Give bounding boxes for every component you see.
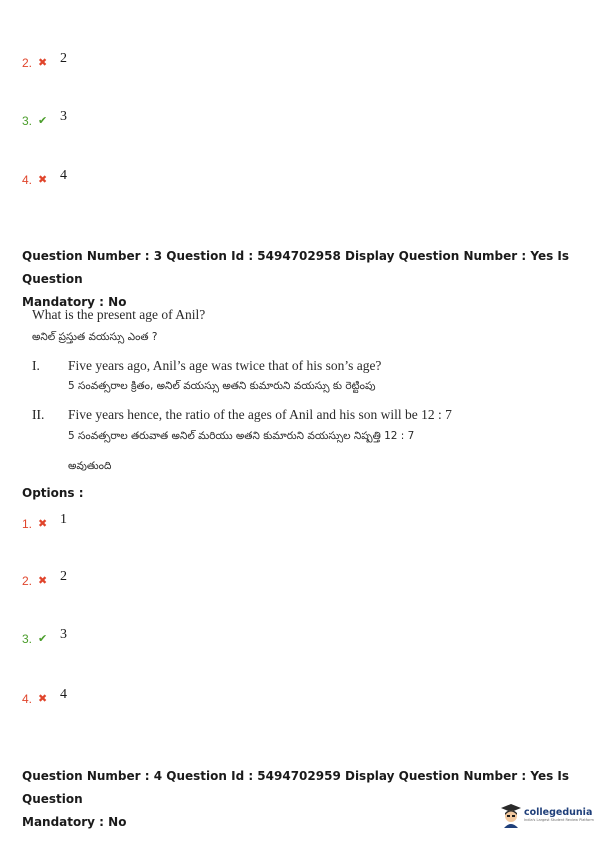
logo-name: collegedunia <box>524 806 593 818</box>
option-value: 3 <box>60 109 67 124</box>
wrong-icon: ✖ <box>38 517 48 530</box>
wrong-icon: ✖ <box>38 692 48 705</box>
option-row <box>22 513 67 533</box>
statement-numeral: II. <box>32 407 45 422</box>
question-text-en: What is the present age of Anil? <box>32 307 206 322</box>
question-header-line: Mandatory : No <box>22 815 127 829</box>
option-number: 4. <box>22 173 33 187</box>
option-number: 3. <box>22 114 33 128</box>
option-value: 4 <box>60 687 67 702</box>
option-value: 4 <box>60 168 67 183</box>
option-number: 2. <box>22 574 33 588</box>
option-row <box>22 570 67 590</box>
statement-continuation-te: అవుతుంది <box>68 460 112 472</box>
statement-text-en: Five years hence, the ratio of the ages of Anil and his son will be 12 : 7 <box>68 407 452 422</box>
check-icon: ✔ <box>38 632 48 645</box>
question-text-te: అనిల్ ప్రస్తుత వయస్సు ఎంత ? <box>32 331 158 343</box>
option-number: 2. <box>22 56 33 70</box>
check-icon: ✔ <box>38 114 48 127</box>
wrong-icon: ✖ <box>38 574 48 587</box>
option-row <box>22 169 67 189</box>
option-value: 3 <box>60 627 67 642</box>
statement-text-te: 5 సంవత్సరాల క్రితం, అనిల్ వయస్సు అతని కుమారుని వయస్సు కు రెట్టింపు <box>68 380 376 392</box>
question-header <box>22 245 582 314</box>
statement-text-te: 5 సంవత్సరాల తరువాత అనిల్ మరియు అతని కుమారుని వయస్సుల నిష్పత్తి 12 : 7 <box>68 430 415 442</box>
graduate-avatar-icon <box>500 802 522 828</box>
option-value: 1 <box>60 512 67 527</box>
wrong-icon: ✖ <box>38 56 48 69</box>
collegedunia-logo <box>500 802 594 828</box>
logo-tagline: India's Largest Student Review Platform <box>524 817 594 822</box>
option-number: 3. <box>22 632 33 646</box>
question-header <box>22 765 582 834</box>
option-row <box>22 628 67 648</box>
statement-numeral: I. <box>32 358 40 373</box>
question-header-line: Mandatory : No <box>22 295 127 309</box>
option-row <box>22 52 67 72</box>
option-row <box>22 110 67 130</box>
option-number: 4. <box>22 692 33 706</box>
statement-text-en: Five years ago, Anil’s age was twice that of his son’s age? <box>68 358 382 373</box>
question-header-line: Question Number : 4 Question Id : 5494702959 Display Question Number : Yes Is Question <box>22 769 570 806</box>
wrong-icon: ✖ <box>38 173 48 186</box>
option-value: 2 <box>60 569 67 584</box>
option-value: 2 <box>60 51 67 66</box>
question-header-line: Question Number : 3 Question Id : 5494702958 Display Question Number : Yes Is Question <box>22 249 570 286</box>
option-row <box>22 688 67 708</box>
option-number: 1. <box>22 517 33 531</box>
options-label: Options : <box>22 486 84 500</box>
